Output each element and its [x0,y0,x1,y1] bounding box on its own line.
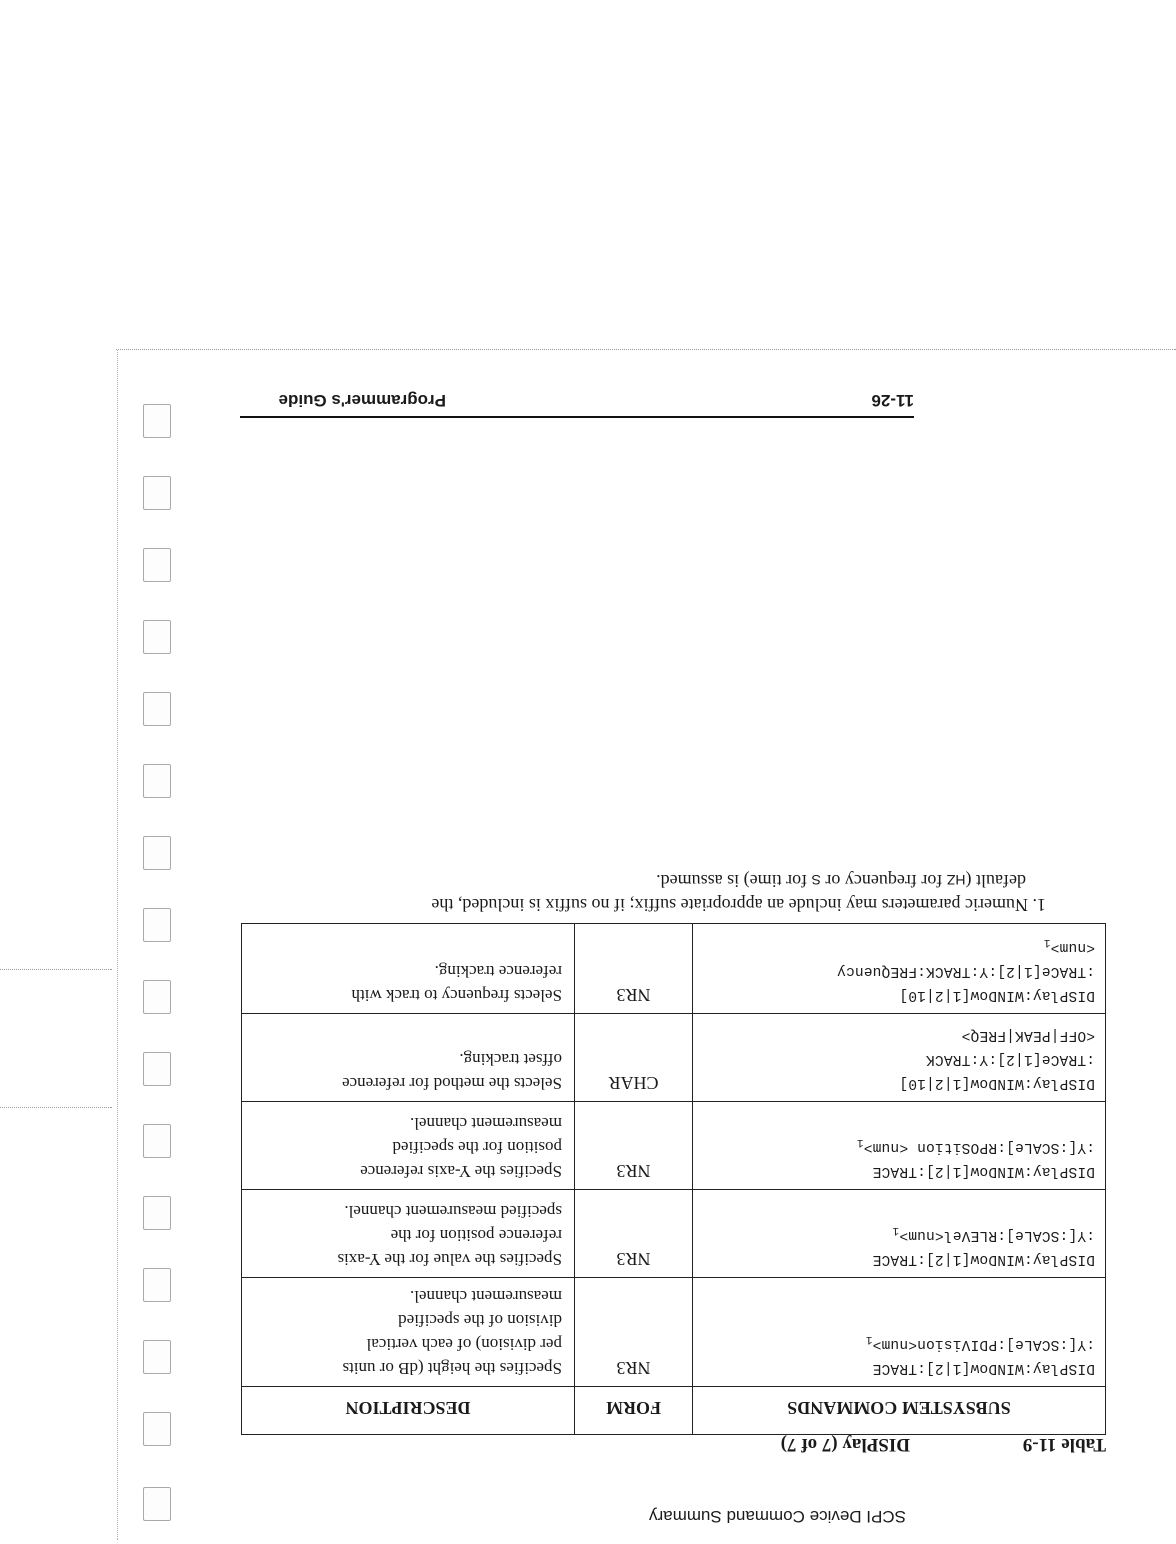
form-cell: NR3 [575,1102,693,1190]
command-line: DISPlay:WINDow[1|2|10] [899,1075,1095,1091]
column-header-description: DESCRIPTION [242,1387,575,1435]
description-cell [242,1014,575,1102]
command-line: :TRACe[1|2]:Y:TRACK:FREQuency [836,963,1095,979]
punch-hole [143,404,171,438]
page-number: 11-26 [871,391,914,410]
punch-hole [143,1124,171,1158]
command-table [241,923,1106,1435]
description-line: specified measurement channel. [344,1202,562,1221]
command-line: DISPlay:WINDow[1|2]:TRACE [872,1163,1095,1179]
footnote-ref: 1 [892,1224,900,1237]
description-cell [242,1102,575,1190]
description-line: reference tracking. [434,962,562,981]
command-line: DISPlay:WINDow[1|2|10] [899,987,1095,1003]
section-title: SCPI Device Command Summary [649,1507,906,1526]
description-cell [242,1190,575,1278]
column-header-form: FORM [575,1387,693,1435]
description-line: division of the specified [398,1311,562,1330]
command-line: $:Y[:SCALe]:RLEVel<num>_1$ [892,1224,1095,1243]
table-row [242,924,1106,1014]
description-line: Selects frequency to track with [351,986,562,1005]
form-cell: NR3 [575,1190,693,1278]
description-line: measurement channel. [410,1114,562,1133]
footnote-ref: 1 [856,1136,864,1149]
form-cell: NR3 [575,1278,693,1387]
form-cell: NR3 [575,924,693,1014]
description-line: Specifies the Y-axis reference [360,1162,562,1181]
command-line: DISPlay:WINDow[1|2]:TRACE [872,1360,1095,1376]
description-line: Selects the method for reference [342,1074,562,1093]
punch-hole [143,692,171,726]
description-line: Specifies the value for the Y-axis [337,1250,562,1269]
table-row [242,1190,1106,1278]
command-line: $:Y[:SCALe]:PDIVision<num>_1$ [865,1333,1095,1352]
form-cell: CHAR [575,1014,693,1102]
table-title: DISPlay (7 of 7) [780,1434,910,1455]
command-line: :Y[:SCALe]:RPOSition $<num>_1$ [856,1136,1095,1155]
footnote-line: 1. Numeric parameters may include an appropriate suffix; if no suffix is included, the [431,895,1046,915]
command-line: DISPlay:WINDow[1|2]:TRACE [872,1251,1095,1267]
punch-hole [143,764,171,798]
punch-hole [143,1412,171,1446]
punch-hole [143,476,171,510]
footnote-line: default (HZ for frequency or S for time) is assumed. [656,871,1026,891]
command-cell [693,1014,1106,1102]
description-line: position for the specified [392,1138,562,1157]
command-cell [693,1102,1106,1190]
punch-hole [143,836,171,870]
description-cell [242,924,575,1014]
punch-hole [143,620,171,654]
command-line: $<num>_1$ [1043,936,1095,955]
description-cell [242,1278,575,1387]
punch-hole [143,908,171,942]
scan-line [116,349,1176,350]
description-line: Specifies the height (dB or units [342,1359,562,1378]
table-caption [781,1433,1106,1455]
scan-line [0,1107,112,1108]
punch-hole [143,980,171,1014]
punch-hole [143,1052,171,1086]
punch-hole [143,1340,171,1374]
footer-rule [240,416,914,418]
table-row [242,1278,1106,1387]
table-header-row [242,1387,1106,1435]
description-line: reference position for the [390,1226,562,1245]
punch-hole [143,1196,171,1230]
page-edge-line [117,350,118,1540]
command-cell [693,1278,1106,1387]
command-cell [693,924,1106,1014]
command-line: :TRACe[1|2]:Y:TRACK [925,1051,1095,1067]
command-line: <OFF|PEAK|FREQ> [961,1027,1095,1043]
footnote [286,868,1046,917]
guide-title: Programmer's Guide [278,391,446,410]
table-row [242,1014,1106,1102]
punch-hole [143,1487,171,1521]
description-line: offset tracking. [459,1050,562,1069]
table-number: Table 11-9 [1022,1434,1106,1455]
command-cell [693,1190,1106,1278]
scan-line [0,969,112,970]
column-header-command: SUBSYSTEM COMMANDS [693,1387,1106,1435]
punch-hole [143,548,171,582]
footnote-ref: 1 [865,1333,873,1346]
description-line: per division) of each vertical [366,1335,562,1354]
description-line: measurement channel. [410,1287,562,1306]
table-row [242,1102,1106,1190]
footnote-ref: 1 [1043,936,1051,949]
punch-hole [143,1268,171,1302]
